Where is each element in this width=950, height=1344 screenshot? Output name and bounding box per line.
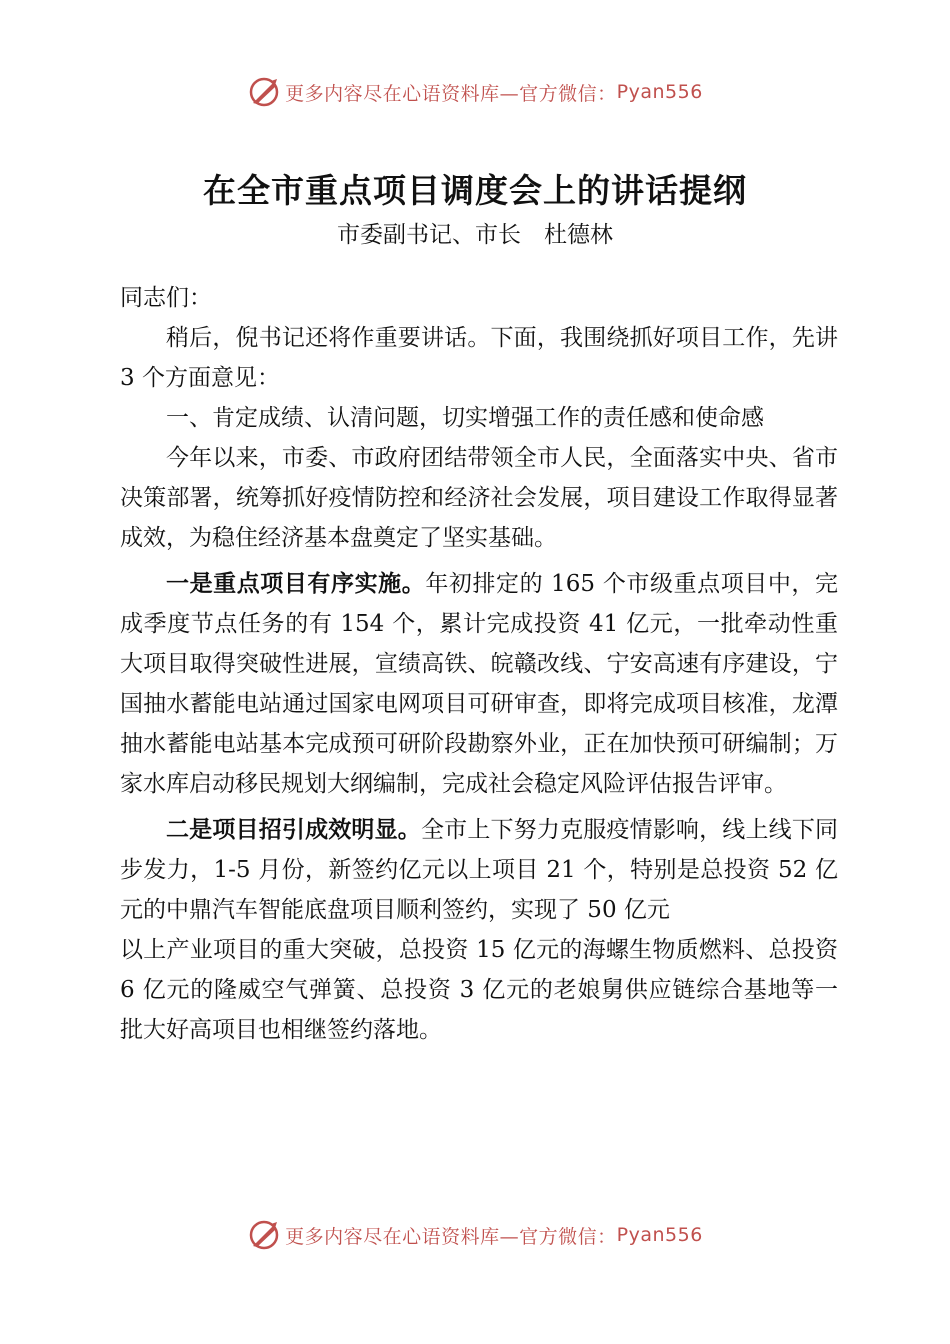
salutation: 同志们： (120, 285, 212, 311)
section-1-paragraph: 今年以来，市委、市政府团结带领全市人民，全面落实中央、省市决策部署，统筹抓好疫情防控和经济社会发展，项目建设工作取得显著成效，为稳住经济基本盘奠定了坚实基础。 (120, 445, 838, 551)
footer-banner (0, 1215, 950, 1255)
point-2-text-a: 全市上下努力克服疫情影响，线上线下同步发力，1-5 月份，新签约亿元以上项目 21 个，特别是总投资 52 亿元的中鼎汽车智能底盘项目顺利签约，实现了 50 亿元 (120, 817, 839, 923)
banner-wechat-id: Pyan556 (616, 1224, 703, 1246)
point-2-continuation: 以上产业项目的重大突破，总投资 15 亿元的海螺生物质燃料、总投资 6 亿元的隆威空气弹簧、总投资 3 亿元的老娘舅供应链综合基地等一批大好高项目也相继签约落地。 (120, 937, 838, 1043)
intro-paragraph: 稍后，倪书记还将作重要讲话。下面，我围绕抓好项目工作，先讲 3 个方面意见： (120, 325, 838, 391)
quill-logo-icon (247, 1218, 281, 1252)
point-1-lead: 一是重点项目有序实施。 (166, 571, 426, 597)
point-2-paragraph (120, 810, 838, 930)
section-1-heading: 一、肯定成绩、认清问题，切实增强工作的责任感和使命感 (166, 405, 764, 431)
quill-logo-icon (247, 75, 281, 109)
point-1-paragraph (120, 564, 838, 804)
document-body (120, 278, 838, 1050)
banner-wechat-id: Pyan556 (616, 81, 703, 103)
point-2-lead: 二是项目招引成效明显。 (166, 817, 421, 843)
header-banner (0, 72, 950, 112)
banner-text: 更多内容尽在心语资料库—官方微信： (285, 82, 617, 105)
banner-text: 更多内容尽在心语资料库—官方微信： (285, 1225, 617, 1248)
point-1-text: 年初排定的 165 个市级重点项目中，完成季度节点任务的有 154 个，累计完成投资 41 亿元，一批牵动性重大项目取得突破性进展，宣绩高铁、皖赣改线、宁安高速有序建设，宁国抽水蓄能电站通过国家电网项目可研审查，即将完成项目核准，龙潭抽水蓄能电站基本完成预可研阶段勘察外业，正在加快预可研编制；万家水库启动移民规划大纲编制，完成社会稳定风险评估报告评审。 (120, 571, 839, 797)
document-author: 市委副书记、市长 杜德林 (337, 222, 613, 248)
document-title: 在全市重点项目调度会上的讲话提纲 (203, 171, 747, 210)
